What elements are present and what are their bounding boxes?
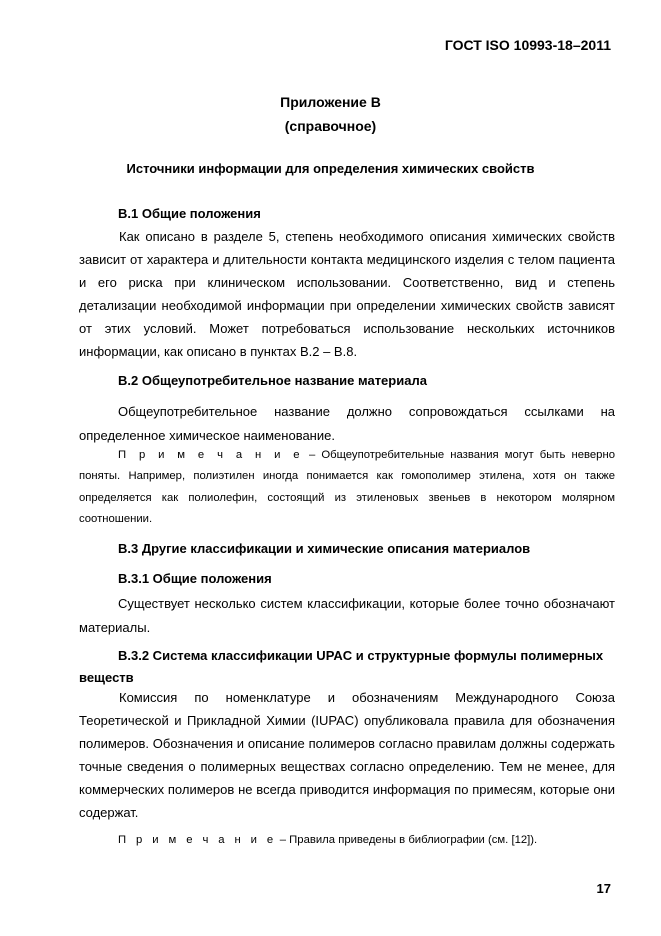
annex-title: Приложение В (280, 94, 381, 110)
note-text: – Правила приведены в библиографии (см. [12]). (276, 834, 538, 846)
section-b2-text: Общеупотребительное название должно сопровождаться ссылками на определенное химическое наименование. (79, 404, 615, 443)
section-b2-heading: В.2 Общеупотребительное название материала (118, 373, 427, 388)
annex-status: (справочное) (284, 118, 377, 134)
note-label: П р и м е ч а н и е (118, 834, 277, 846)
section-b31-text: Существует несколько систем классификации, которые более точно обозначают материалы. (79, 596, 615, 635)
section-b3-heading: В.3 Другие классификации и химические описания материалов (118, 541, 531, 556)
document-header: ГОСТ ISO 10993-18–2011 (444, 37, 611, 53)
section-b32-heading: В.3.2 Система классификации UPAC и структурные формулы полимерных веществ (79, 648, 604, 685)
section-b1-text: Как описано в разделе 5, степень необходимого описания химических свойств зависит от характера и длительности контакта медицинского изделия с телом пациента и его риска при клиническом использовании. Соответственно, вид и степень детализации необходимой информации при определении химических свойств зависят от этих условий. Может потребоваться использование нескольких источников информации, как описано в пунктах В.2 – В.8. (79, 229, 615, 359)
section-b32-note (79, 830, 615, 851)
page-number: 17 (596, 881, 611, 896)
section-b2-note (79, 445, 615, 530)
note-text: – Общеупотребительные названия могут быть неверно поняты. Например, полиэтилен иногда понимается как гомополимер этилена, хотя он также определяется как полиолефин, состоящий из этиленовых звеньев в некотором молярном соотношении. (79, 449, 615, 525)
section-b1-heading: В.1 Общие положения (118, 206, 261, 221)
note-label: П р и м е ч а н и е (118, 449, 303, 461)
section-b31-heading: В.3.1 Общие положения (118, 571, 272, 586)
annex-subtitle: Источники информации для определения химических свойств (126, 161, 535, 176)
section-b32-text: Комиссия по номенклатуре и обозначениям Международного Союза Теоретической и Прикладной Химии (IUPAC) опубликовала правила для обозначения полимеров. Обозначения и описание полимеров согласно правилам должны содержать точные сведения о полимерных веществах согласно определению. Тем не менее, для коммерческих полимеров не всегда приводится информация по примесям, которые они содержат. (79, 690, 615, 820)
